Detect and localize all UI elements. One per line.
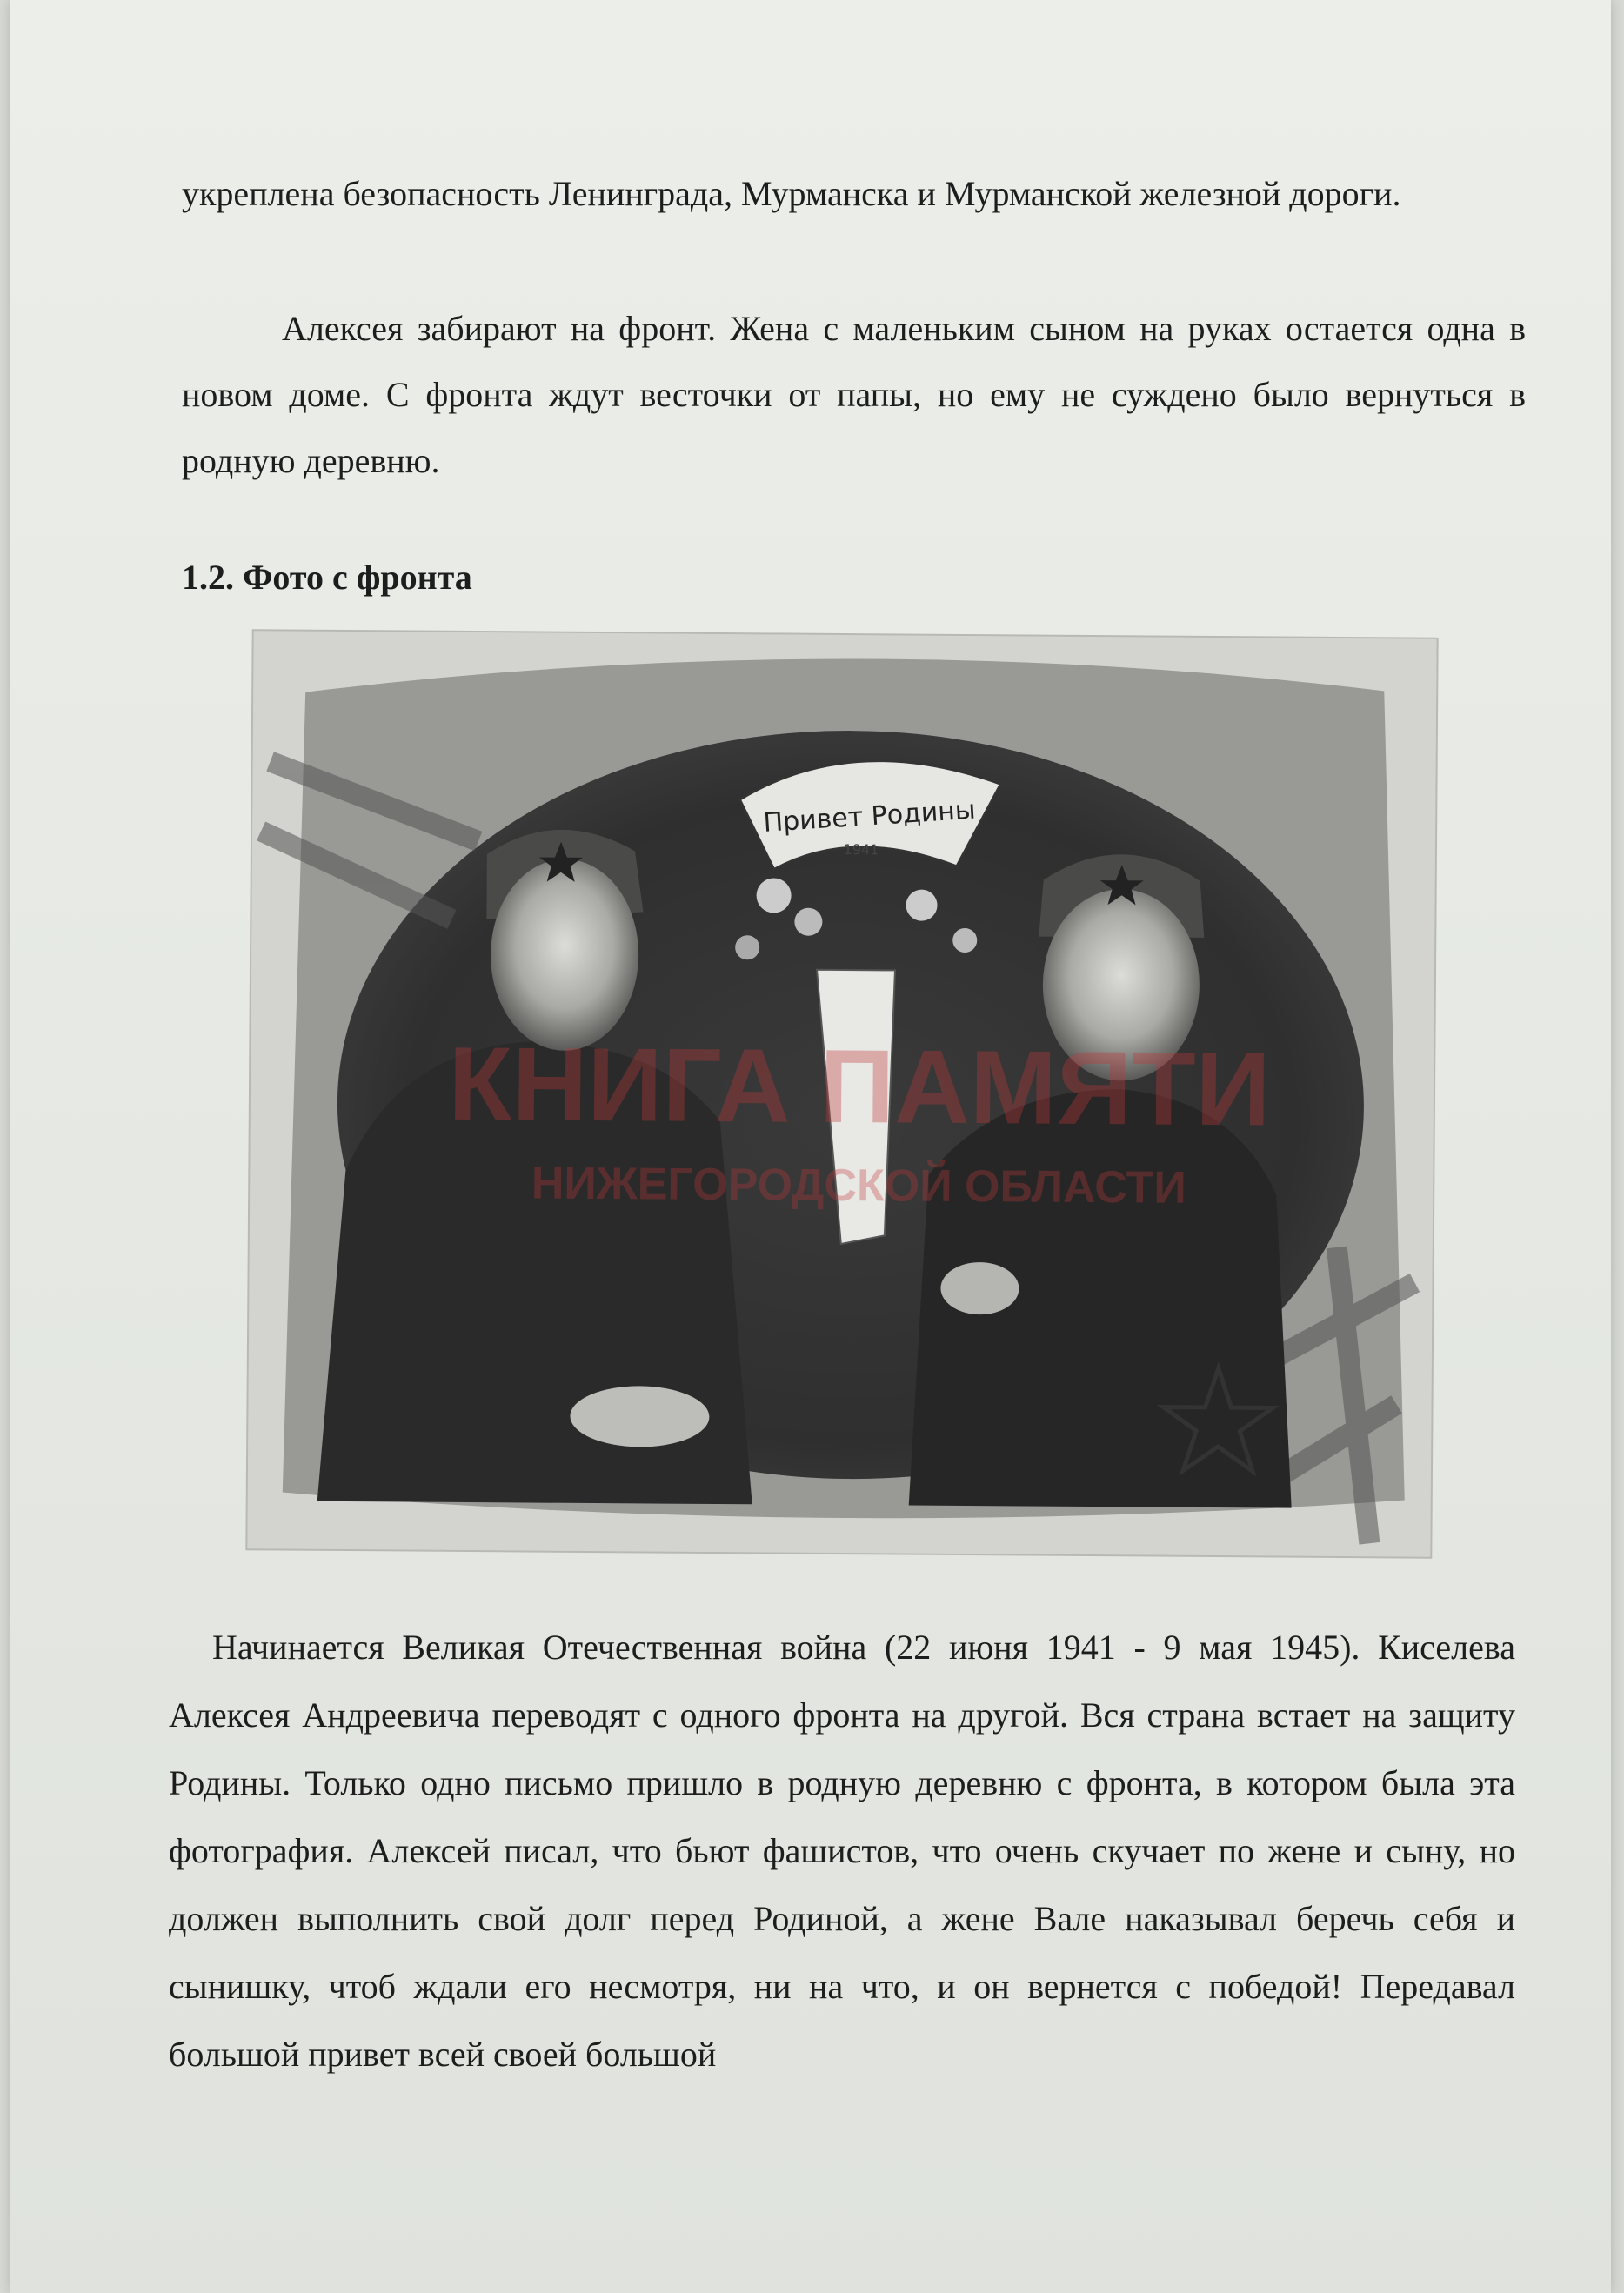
photo-banner-text: Привет Родины (762, 794, 977, 839)
document-page (10, 0, 1611, 2293)
photo-banner-year: 1941 (843, 841, 879, 859)
front-photo-drawing (247, 631, 1436, 1556)
watermark-line2: НИЖЕГОРОДСКОЙ ОБЛАСТИ (531, 1158, 1186, 1213)
watermark-line1: КНИГА ПАМЯТИ (447, 1025, 1272, 1148)
section-heading: 1.2. Фото с фронта (182, 558, 472, 597)
paragraph-war: Начинается Великая Отечественная война (22 июня 1941 - 9 мая 1945). Киселева Алексея Андреевича переводят с одного фронта на другой. Вся страна встает на защиту Родины. Только одно письмо пришло в родную деревню с фронта, в котором была эта фотография. Алексей писал, что бьют фашистов, что очень скучает по жене и сыну, но должен выполнить свой долг перед Родиной, а жене Вале наказывал беречь себя и сынишку, чтоб ждали его несмотря, ни на что, и он вернется с победой! Передавал большой привет всей своей большой (169, 1628, 1515, 2074)
paragraph-top: укреплена безопасность Ленинграда, Мурманска и Мурманской железной дороги. (182, 174, 1401, 213)
front-photo (247, 631, 1436, 1556)
paragraph-alexey-to-front: Алексея забирают на фронт. Жена с маленьким сыном на руках остается одна в новом доме. С фронта ждут весточки от папы, но ему не суждено было вернуться в родную деревню. (182, 309, 1526, 480)
